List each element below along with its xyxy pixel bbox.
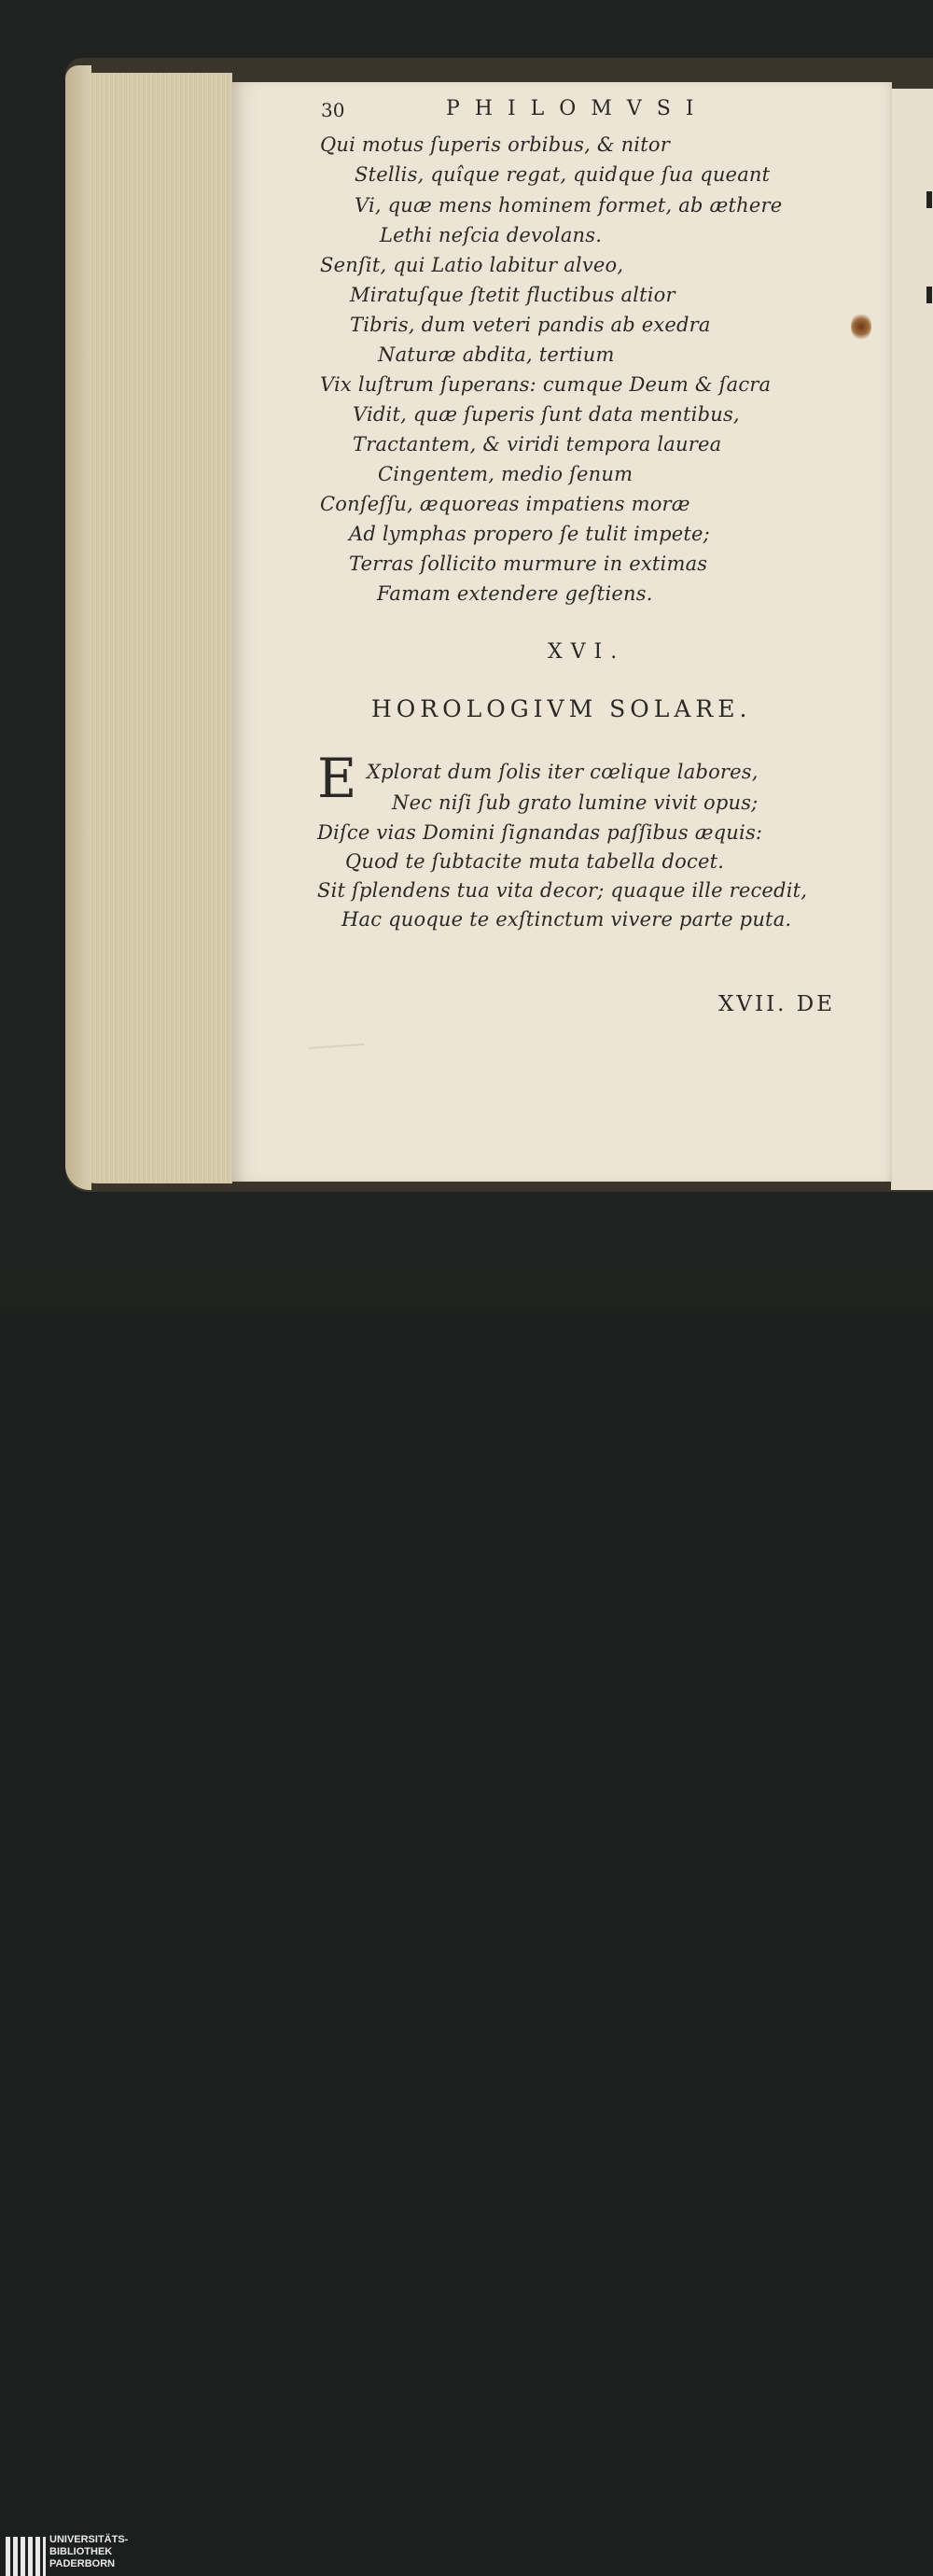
epigram-line: Diſce vias Domini ſignandas paſſibus æquis: xyxy=(317,821,763,844)
section-number: XVI. xyxy=(548,640,626,664)
epigram-line: Xplorat dum ſolis iter cœlique labores, xyxy=(367,761,759,783)
ode-line: Tractantem, & viridi tempora laurea xyxy=(353,433,722,455)
ode-line: Vidit, quæ ſuperis ſunt data mentibus, xyxy=(353,403,740,426)
library-logo-text xyxy=(49,2534,128,2570)
ode-line: Tibris, dum veteri pandis ab exedra xyxy=(350,314,711,336)
logo-line: BIBLIOTHEK xyxy=(49,2546,113,2557)
ode-line: Miratuſque ſtetit fluctibus altior xyxy=(350,284,675,306)
epigram-line: Nec niſi ſub grato lumine vivit opus; xyxy=(392,791,759,814)
scan-area xyxy=(0,0,933,1267)
logo-line: UNIVERSITÄTS- xyxy=(49,2534,129,2545)
ode-line: Cingentem, medio ſenum xyxy=(378,463,634,485)
logo-line: PADERBORN xyxy=(49,2558,116,2569)
library-logo-icon xyxy=(6,2537,47,2576)
page-number: 30 xyxy=(321,99,345,121)
ode-line: Vix luſtrum ſuperans: cumque Deum & ſacra xyxy=(320,373,772,396)
page-edges xyxy=(69,73,232,1183)
running-head: PHILOMVSI xyxy=(446,97,709,120)
ink-bleed-through xyxy=(307,1015,365,1049)
epigram-line: Hac quoque te exſtinctum vivere parte puta. xyxy=(341,908,792,931)
epigram-line: Quod te ſubtacite muta tabella docet. xyxy=(345,850,725,873)
ode-line: Ad lymphas propero ſe tulit impete; xyxy=(349,523,710,545)
ode-line: Lethi neſcia devolans. xyxy=(380,224,603,246)
ode-line: Vi, quæ mens hominem formet, ab æthere xyxy=(355,194,783,217)
book-page xyxy=(231,82,892,1182)
book-cover-edge xyxy=(65,65,91,1190)
facing-page-edge xyxy=(891,89,933,1190)
ode-line: Famam extendere geſtiens. xyxy=(377,582,653,605)
ode-line: Naturæ abdita, tertium xyxy=(378,343,615,366)
ode-line: Senſit, qui Latio labitur alveo, xyxy=(320,254,624,276)
ode-line: Terras ſollicito murmure in extimas xyxy=(349,553,708,575)
catchword: XVII. DE xyxy=(718,992,836,1016)
section-title: HOROLOGIVM SOLARE. xyxy=(371,695,752,722)
library-footer xyxy=(0,1267,933,2569)
facing-page-fragment xyxy=(926,191,932,208)
ode-line: Stellis, quîque regat, quidque ſua queant xyxy=(355,163,771,186)
foxing-stain xyxy=(851,313,871,341)
epigram-line: Sit ſplendens tua vita decor; quaque ille recedit, xyxy=(317,879,808,902)
facing-page-fragment xyxy=(926,287,932,303)
ode-line: Qui motus ſuperis orbibus, & nitor xyxy=(320,133,670,156)
drop-cap: E xyxy=(317,747,357,810)
ode-line: Conſeſſu, æquoreas impatiens moræ xyxy=(320,493,690,515)
